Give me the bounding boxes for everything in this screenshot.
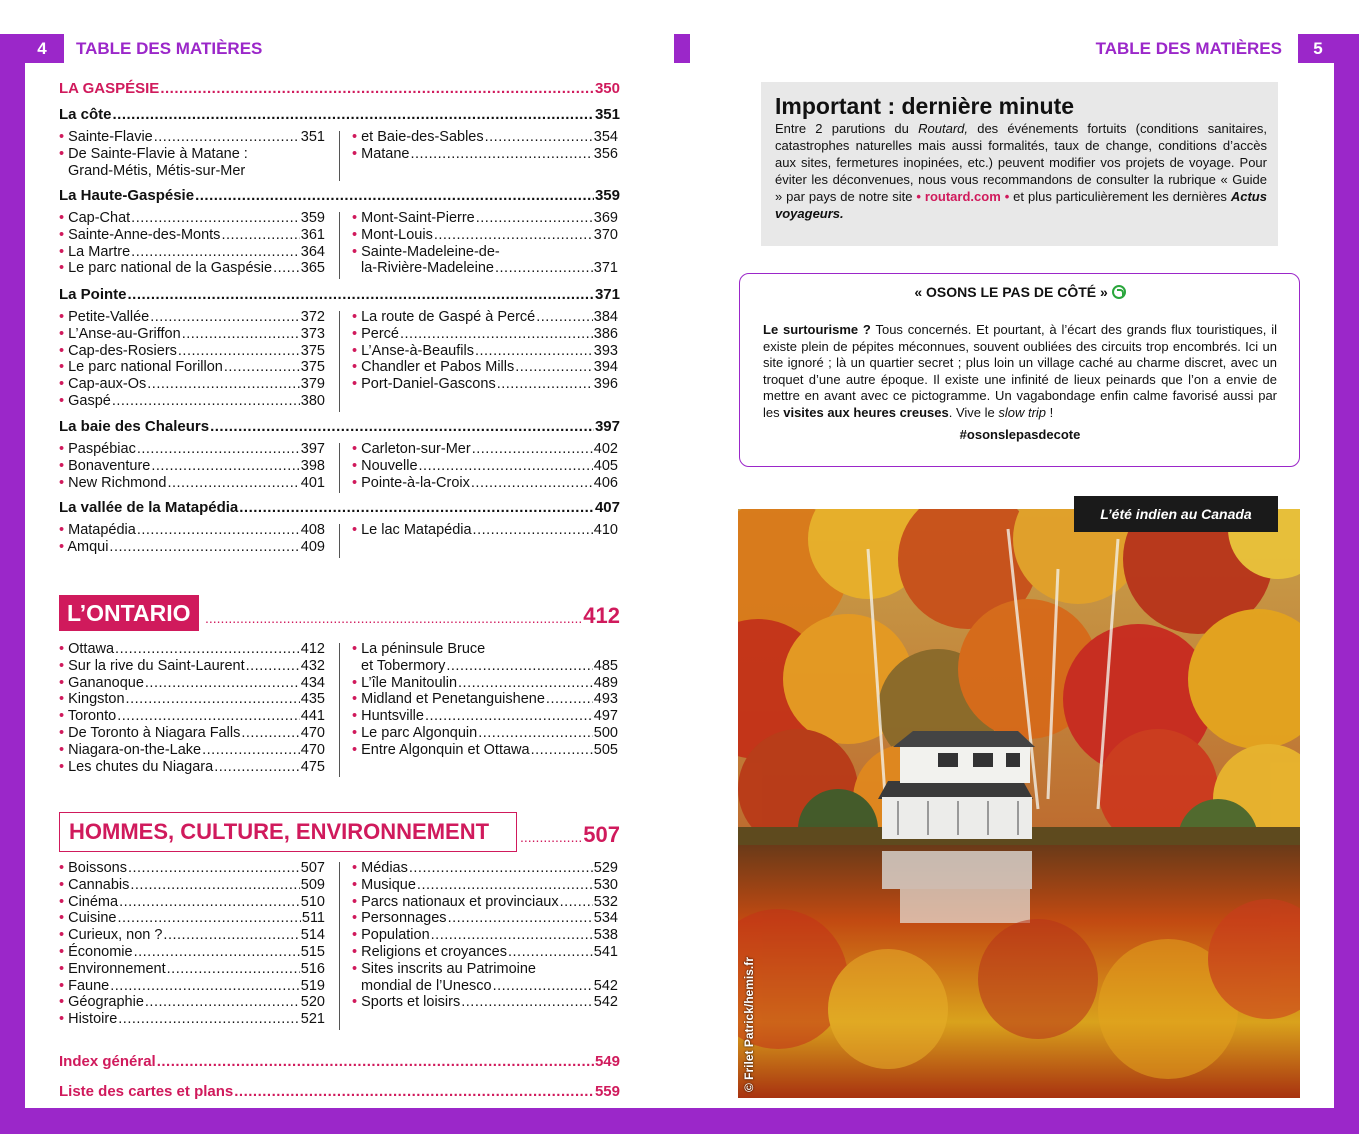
osons-hashtag: #osonslepasdecote xyxy=(959,427,1081,442)
toc-entry[interactable] xyxy=(59,927,325,944)
toc-entry[interactable] xyxy=(352,343,618,360)
section-page: 371 xyxy=(594,286,620,303)
toc-entry[interactable] xyxy=(352,260,618,277)
entry-page: 379 xyxy=(300,376,325,393)
entry-label: • Histoire xyxy=(59,1011,117,1028)
entry-label: • Sports et loisirs xyxy=(352,994,460,1011)
entry-label: • Cuisine xyxy=(59,910,116,927)
toc-entry[interactable] xyxy=(59,978,325,995)
entry-page: 369 xyxy=(593,210,618,226)
entry-label: • Chandler et Pabos Mills xyxy=(352,359,514,376)
entry-label: • Le parc Algonquin xyxy=(352,725,477,742)
toc-entry[interactable] xyxy=(352,927,618,944)
entry-page: 402 xyxy=(593,441,618,457)
entry-label: • Nouvelle xyxy=(352,458,418,475)
section-title-line[interactable] xyxy=(59,418,620,436)
toc-entry[interactable] xyxy=(352,658,618,675)
entry-page: 373 xyxy=(300,325,325,342)
entry-label: • Parcs nationaux et provinciaux xyxy=(352,894,559,911)
entry-label: • Paspébiac xyxy=(59,441,136,458)
left-column xyxy=(59,129,325,179)
ontario-page: 412 xyxy=(583,603,620,628)
section-title-line[interactable] xyxy=(59,286,620,304)
entry-label: • Sites inscrits au Patrimoine xyxy=(352,961,536,978)
entry-page: 359 xyxy=(300,210,325,226)
entry-label: • Le parc national Forillon xyxy=(59,359,223,376)
right-bar xyxy=(1334,34,1359,1134)
ontario-leader xyxy=(205,603,620,629)
entry-page: 354 xyxy=(593,129,618,145)
section-title-line[interactable] xyxy=(59,106,620,124)
section-title: La côte xyxy=(59,106,112,123)
entry-page: 401 xyxy=(300,474,325,491)
toc-entry[interactable] xyxy=(352,359,618,376)
entry-label: • Entre Algonquin et Ottawa xyxy=(352,742,530,759)
section-page: 407 xyxy=(594,499,620,516)
toc-entry[interactable] xyxy=(59,227,325,244)
toc-entry[interactable] xyxy=(352,708,618,725)
entry-label: • Médias xyxy=(352,860,408,877)
toc-entry[interactable] xyxy=(59,994,325,1011)
column-separator xyxy=(339,131,340,181)
entry-page: 398 xyxy=(300,457,325,474)
section-title-line[interactable] xyxy=(59,187,620,205)
section-title: La baie des Chaleurs xyxy=(59,418,210,435)
entry-page: 396 xyxy=(593,376,618,393)
left-column xyxy=(59,309,325,410)
left-page-title: TABLE DES MATIÈRES xyxy=(64,34,674,63)
toc-entry[interactable] xyxy=(59,742,325,759)
entry-label: • Kingston xyxy=(59,691,125,708)
entry-label: • Niagara-on-the-Lake xyxy=(59,742,201,759)
section-page: 351 xyxy=(594,106,620,123)
toc-entry[interactable] xyxy=(59,475,325,492)
section-page: 397 xyxy=(594,418,620,435)
toc-entry[interactable] xyxy=(352,894,618,911)
entry-page: 511 xyxy=(301,910,325,927)
toc-entry[interactable] xyxy=(59,708,325,725)
toc-entry[interactable] xyxy=(352,742,618,759)
entry-label: • Cap-aux-Os xyxy=(59,376,146,393)
entry-label: • Boissons xyxy=(59,860,127,877)
entry-label: • Carleton-sur-Mer xyxy=(352,441,471,458)
toc-entry[interactable] xyxy=(59,163,325,180)
toc-entry[interactable] xyxy=(59,691,325,708)
entry-label: • Sur la rive du Saint-Laurent xyxy=(59,658,245,675)
entry-label: • Population xyxy=(352,927,430,944)
entry-label: • Curieux, non ? xyxy=(59,927,162,944)
section-title: La Haute-Gaspésie xyxy=(59,187,195,204)
maps-label: Liste des cartes et plans xyxy=(59,1083,234,1100)
section-title-line[interactable] xyxy=(59,499,620,517)
entry-page: 365 xyxy=(300,260,325,277)
toc-entry[interactable] xyxy=(59,210,325,227)
entry-page: 520 xyxy=(300,994,325,1011)
toc-entry[interactable] xyxy=(352,441,618,458)
toc-entry[interactable] xyxy=(352,641,618,658)
entry-label: • Le parc national de la Gaspésie xyxy=(59,260,272,277)
toc-entry[interactable] xyxy=(59,343,325,360)
entry-page: 510 xyxy=(300,893,325,910)
entry-label: • Matane xyxy=(352,146,409,163)
entry-label: • Sainte-Flavie xyxy=(59,129,153,146)
entry-page: 384 xyxy=(593,309,618,325)
entry-label: • Cinéma xyxy=(59,894,118,911)
toc-entry[interactable] xyxy=(352,978,618,995)
photo-credit: © Frilet Patrick/hemis.fr xyxy=(742,957,756,1092)
entry-page: 519 xyxy=(300,977,325,994)
entry-page: 393 xyxy=(593,342,618,359)
osons-box xyxy=(739,273,1300,467)
toc-entry[interactable] xyxy=(59,260,325,277)
toc-entry[interactable] xyxy=(59,877,325,894)
entry-page: 521 xyxy=(300,1011,325,1028)
toc-entry[interactable] xyxy=(59,309,325,326)
entry-page: 364 xyxy=(300,243,325,260)
entry-label: la-Rivière-Madeleine xyxy=(361,260,494,277)
right-column xyxy=(352,309,618,393)
left-column xyxy=(59,522,325,556)
right-column xyxy=(352,441,618,491)
toc-entry[interactable] xyxy=(352,210,618,227)
entry-page: 507 xyxy=(300,860,325,876)
index-page: 549 xyxy=(594,1053,620,1070)
toc-entry[interactable] xyxy=(59,725,325,742)
toc-entry[interactable] xyxy=(352,475,618,492)
right-column xyxy=(352,860,618,1011)
photo-illustration xyxy=(738,509,1300,1098)
entry-label: • Cap-des-Rosiers xyxy=(59,343,177,360)
entry-page: 542 xyxy=(593,977,618,994)
entry-page: 386 xyxy=(593,325,618,342)
toc-entry[interactable] xyxy=(59,359,325,376)
entry-label: • Ottawa xyxy=(59,641,114,658)
toc-entry[interactable] xyxy=(59,376,325,393)
entry-page: 516 xyxy=(300,960,325,977)
entry-page: 375 xyxy=(300,342,325,359)
entry-label: • Religions et croyances xyxy=(352,944,507,961)
entry-label: et Tobermory xyxy=(361,657,446,674)
toc-entry[interactable] xyxy=(352,910,618,927)
entry-page: 532 xyxy=(593,893,618,910)
entry-label: • La Martre xyxy=(59,244,130,261)
toc-entry[interactable] xyxy=(59,961,325,978)
right-column xyxy=(352,129,618,163)
index-label: Index général xyxy=(59,1053,156,1070)
entry-page: 489 xyxy=(593,674,618,691)
toc-entry[interactable] xyxy=(59,658,325,675)
toc-entry[interactable] xyxy=(352,961,618,978)
entry-label: • Environnement xyxy=(59,961,166,978)
toc-entry[interactable] xyxy=(59,675,325,692)
toc-entry[interactable] xyxy=(59,894,325,911)
toc-entry[interactable] xyxy=(59,944,325,961)
column-separator xyxy=(339,862,340,1030)
important-text: Entre 2 parutions du Routard, des événements fortuits (conditions sanitaires, catastrophes naturelles mais aussi formalités, taux de change, conditions d’accès aux sites, fermetures inopinées, etc.) peuvent modifier vos projets de voyage. Pour éviter les déconvenues, nous vous recommandons de consulter la rubrique « Guide » par pays de notre site • routard.com • et plus particulièrement les dernières Actus voyageurs. xyxy=(775,121,1267,221)
toc-entry[interactable] xyxy=(59,326,325,343)
entry-page: 541 xyxy=(593,943,618,960)
toc-entry[interactable] xyxy=(352,860,618,877)
column-separator xyxy=(339,311,340,412)
entry-page: 397 xyxy=(300,441,325,457)
entry-label: mondial de l’Unesco xyxy=(361,977,492,994)
entry-label: • Toronto xyxy=(59,708,116,725)
right-column xyxy=(352,210,618,277)
maps-page: 559 xyxy=(594,1083,620,1100)
entry-page: 470 xyxy=(300,741,325,758)
toc-entry[interactable] xyxy=(59,146,325,163)
hce-page: 507 xyxy=(583,822,620,847)
entry-page: 475 xyxy=(300,758,325,775)
bottom-bar xyxy=(0,1108,1359,1134)
section-title: La Pointe xyxy=(59,286,127,303)
entry-page: 485 xyxy=(593,657,618,674)
right-page-number: 5 xyxy=(1313,39,1323,58)
entry-page: 412 xyxy=(300,641,325,657)
entry-page: 408 xyxy=(300,522,325,538)
toc-entry[interactable] xyxy=(352,725,618,742)
important-box xyxy=(761,82,1278,246)
entry-label: • Mont-Saint-Pierre xyxy=(352,210,475,227)
entry-page: 434 xyxy=(300,674,325,691)
left-column xyxy=(59,641,325,775)
entry-page: 370 xyxy=(593,226,618,243)
entry-page: 497 xyxy=(593,708,618,725)
entry-label: • Sainte-Madeleine-de- xyxy=(352,244,500,261)
toc-entry[interactable] xyxy=(59,759,325,776)
toc-entry[interactable] xyxy=(59,860,325,877)
hce-leader xyxy=(520,822,620,848)
toc-entry[interactable] xyxy=(352,326,618,343)
entry-label: • Huntsville xyxy=(352,708,424,725)
ontario-title[interactable]: L’ONTARIO xyxy=(59,595,199,631)
osons-title: « OSONS LE PAS DE CÔTÉ » xyxy=(763,284,1277,300)
maps-list-line[interactable] xyxy=(59,1084,620,1101)
entry-label: • L’Anse-au-Griffon xyxy=(59,326,181,343)
entry-label: • Petite-Vallée xyxy=(59,309,149,326)
entry-label: • L’île Manitoulin xyxy=(352,675,457,692)
entry-page: 351 xyxy=(300,129,325,145)
toc-entry[interactable] xyxy=(59,1011,325,1028)
toc-entry[interactable] xyxy=(352,129,618,146)
entry-label: • La route de Gaspé à Percé xyxy=(352,309,535,326)
toc-entry[interactable] xyxy=(59,458,325,475)
entry-page: 493 xyxy=(593,691,618,708)
entry-page: 538 xyxy=(593,927,618,944)
toc-entry[interactable] xyxy=(352,244,618,261)
toc-entry[interactable] xyxy=(352,691,618,708)
entry-label: • Personnages xyxy=(352,910,447,927)
entry-page: 505 xyxy=(593,741,618,758)
entry-page: 441 xyxy=(300,708,325,725)
gaspesie-page: 350 xyxy=(594,80,620,97)
autumn-lake-photo xyxy=(738,509,1300,1098)
left-bar xyxy=(0,34,25,1134)
toc-entry[interactable] xyxy=(352,877,618,894)
toc-entry[interactable] xyxy=(59,522,325,539)
toc-entry[interactable] xyxy=(352,458,618,475)
side-step-icon xyxy=(1112,285,1126,299)
entry-label: • La péninsule Bruce xyxy=(352,641,485,658)
toc-entry[interactable] xyxy=(352,675,618,692)
entry-label: • Amqui xyxy=(59,539,108,556)
entry-label: • Les chutes du Niagara xyxy=(59,759,213,776)
entry-page: 514 xyxy=(300,927,325,944)
toc-entry[interactable] xyxy=(59,129,325,146)
right-column xyxy=(352,522,618,539)
entry-page: 530 xyxy=(593,876,618,893)
entry-page: 410 xyxy=(593,522,618,538)
entry-page: 371 xyxy=(593,260,618,277)
entry-label: • Géographie xyxy=(59,994,144,1011)
entry-label: Grand-Métis, Métis-sur-Mer xyxy=(68,162,246,179)
entry-label: • Le lac Matapédia xyxy=(352,522,472,539)
entry-label: • Pointe-à-la-Croix xyxy=(352,475,470,492)
entry-label: • Faune xyxy=(59,978,109,995)
entry-page: 356 xyxy=(593,145,618,162)
entry-page: 542 xyxy=(593,994,618,1011)
index-general-line[interactable] xyxy=(59,1054,620,1071)
column-separator xyxy=(339,524,340,558)
entry-page: 372 xyxy=(300,309,325,325)
hce-title[interactable]: HOMMES, CULTURE, ENVIRONNEMENT xyxy=(59,812,517,852)
toc-entry[interactable] xyxy=(59,441,325,458)
photo-caption: L’été indien au Canada xyxy=(1074,496,1278,532)
toc-entry[interactable] xyxy=(59,641,325,658)
entry-label: • Économie xyxy=(59,944,133,961)
routard-link[interactable]: • routard.com • xyxy=(916,189,1010,204)
toc-entry[interactable] xyxy=(59,539,325,556)
entry-label: • Cannabis xyxy=(59,877,129,894)
entry-page: 470 xyxy=(300,724,325,741)
osons-text: Le surtourisme ? Tous concernés. Et pourtant, à l’écart des grands flux touristiques, il existe plein de pépites méconnues, souvent oubliées des circuits trop encombrés. Ici un site ignoré ; là un quartier secret ; plus loin un village caché au charme discret, avec un troquet d’une autre époque. Il existe une infinité de lieux peinards que l’on a envie de mettre en avant avec ce pictogramme. Un vagabondage enfin calme favorisé aussi par les visites aux heures creuses. Vive le slow trip ! xyxy=(763,322,1278,420)
entry-label: • Musique xyxy=(352,877,416,894)
entry-label: • Matapédia xyxy=(59,522,136,539)
entry-page: 405 xyxy=(593,457,618,474)
column-separator xyxy=(339,212,340,279)
entry-label: • New Richmond xyxy=(59,475,166,492)
toc-entry[interactable] xyxy=(59,244,325,261)
entry-page: 375 xyxy=(300,359,325,376)
entry-page: 406 xyxy=(593,474,618,491)
toc-entry[interactable] xyxy=(352,227,618,244)
toc-entry[interactable] xyxy=(352,944,618,961)
toc-entry[interactable] xyxy=(59,393,325,410)
entry-page: 534 xyxy=(593,910,618,927)
entry-label: • Port-Daniel-Gascons xyxy=(352,376,496,393)
section-title: La vallée de la Matapédia xyxy=(59,499,239,516)
entry-label: • Sainte-Anne-des-Monts xyxy=(59,227,220,244)
entry-page: 394 xyxy=(593,359,618,376)
right-page-title: TABLE DES MATIÈRES xyxy=(690,34,1298,63)
toc-entry[interactable] xyxy=(352,376,618,393)
entry-page: 435 xyxy=(300,691,325,708)
column-separator xyxy=(339,443,340,493)
entry-label: • De Sainte-Flavie à Matane : xyxy=(59,146,248,163)
entry-label: • L’Anse-à-Beaufils xyxy=(352,343,474,360)
toc-entry[interactable] xyxy=(352,522,618,539)
entry-page: 432 xyxy=(300,657,325,674)
entry-label: • De Toronto à Niagara Falls xyxy=(59,725,240,742)
entry-label: • Gaspé xyxy=(59,393,111,410)
column-separator xyxy=(339,643,340,777)
entry-page: 380 xyxy=(300,392,325,409)
entry-page: 529 xyxy=(593,860,618,876)
toc-entry[interactable] xyxy=(352,146,618,163)
toc-entry[interactable] xyxy=(352,994,618,1011)
entry-page: 500 xyxy=(593,724,618,741)
toc-entry[interactable] xyxy=(59,910,325,927)
gaspesie-title: LA GASPÉSIE xyxy=(59,80,160,97)
entry-label: • Gananoque xyxy=(59,675,144,692)
entry-label: • et Baie-des-Sables xyxy=(352,129,484,146)
left-page-number: 4 xyxy=(37,39,47,58)
entry-label: • Mont-Louis xyxy=(352,227,433,244)
entry-label: • Cap-Chat xyxy=(59,210,130,227)
left-column xyxy=(59,210,325,277)
toc-entry[interactable] xyxy=(352,309,618,326)
entry-page: 509 xyxy=(300,876,325,893)
entry-page: 361 xyxy=(300,226,325,243)
entry-label: • Percé xyxy=(352,326,399,343)
left-column xyxy=(59,441,325,491)
gaspesie-title-line[interactable] xyxy=(59,80,620,98)
entry-label: • Midland et Penetanguishene xyxy=(352,691,545,708)
right-column xyxy=(352,641,618,759)
entry-label: • Bonaventure xyxy=(59,458,150,475)
entry-page: 409 xyxy=(300,538,325,555)
entry-page: 515 xyxy=(300,943,325,960)
left-column xyxy=(59,860,325,1028)
important-title: Important : dernière minute xyxy=(775,93,1075,119)
section-page: 359 xyxy=(594,187,620,204)
